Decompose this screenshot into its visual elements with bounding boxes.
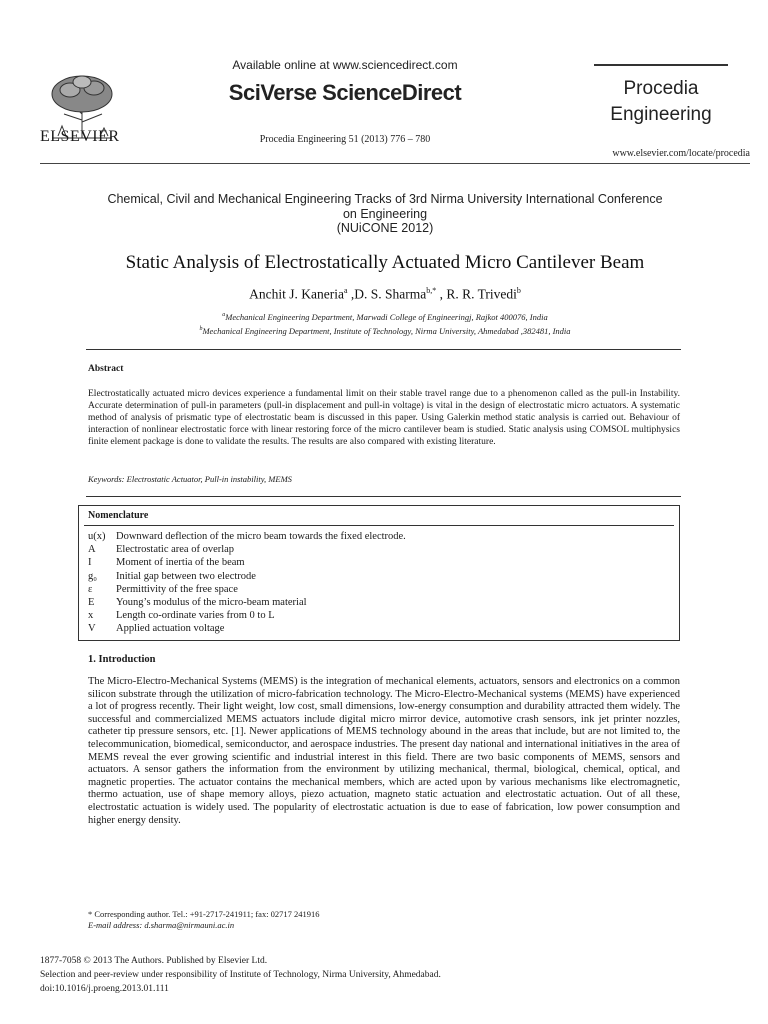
nomenclature-symbol: g₀ <box>88 570 97 582</box>
author-affil-mark: a <box>343 286 348 295</box>
nomenclature-definition: Electrostatic area of overlap <box>116 544 235 556</box>
conference-info <box>40 192 730 236</box>
author-affil-mark: b <box>516 286 521 295</box>
nomenclature-divider <box>84 525 674 526</box>
nomenclature-row <box>88 570 406 583</box>
nomenclature-definition: Initial gap between two electrode <box>116 570 256 582</box>
author-name: Anchit J. Kaneria <box>249 286 344 302</box>
abstract-heading: Abstract <box>88 364 124 374</box>
author-affil-mark: b,* <box>426 286 437 295</box>
nomenclature-symbol: u(x) <box>88 531 106 542</box>
conference-line1: Chemical, Civil and Mechanical Engineering Tracks of 3rd Nirma University International Conference <box>107 192 663 206</box>
nomenclature-symbol: I <box>88 557 92 569</box>
affiliations <box>40 309 730 337</box>
nomenclature-list <box>88 530 406 636</box>
section-heading-introduction: 1. Introduction <box>88 654 156 665</box>
author-name: , R. R. Trivedi <box>439 286 517 302</box>
page-footer <box>40 954 441 996</box>
nomenclature-definition: Length co-ordinate varies from 0 to L <box>116 610 275 622</box>
nomenclature-definition: Young’s modulus of the micro-beam material <box>116 597 307 609</box>
journal-url-link[interactable]: www.elsevier.com/locate/procedia <box>612 148 750 159</box>
nomenclature-row <box>88 530 406 543</box>
nomenclature-symbol: E <box>88 597 95 609</box>
nomenclature-symbol: ε <box>88 583 93 595</box>
introduction-text: The Micro-Electro-Mechanical Systems (MEMS) is the integration of mechanical elements, actuators, sensors and electronics on a common silicon substrate through the utilization of micro-fabrication technology. The Micro-Electro-Mechanical systems (MEMS) have experienced a lot of progress recently. Their light weight, low cost, small dimensions, low-energy consumption and durability attracted them widely. The successful and commercialized MEMS actuators include digital micro mirror device, automotive crash sensors, ink jet printer nozzles, catheter tip pressure sensors, etc. [1]. Newer applications of MEMS technology abound in the areas that include, but are not limited to, the telecommunication, biomedical, semiconductor, and aerospace industries. The present day national and international initiatives in the area of MEMS reveal the ever growing scientific and industrial interest in this field. There are two basic components of MEMS, sensors and actuators. A sensor gathers the information from the environment by utilizing mechanical, thermal, biological, chemical, optical, and magnetic properties. The actuator contains the mechanical members, which are acted upon by various mechanisms like electromagnetic, thermo actuation, use of shape memory alloys, piezo actuation, magneto static actuation and electrostatic actuation. Out of all these, electrostatic actuation is widely used. The popularity of electrostatic actuation is due to ease of fabrication, low power consumption and higher energy density. <box>88 676 680 826</box>
nomenclature-row <box>88 543 406 556</box>
nomenclature-row <box>88 556 406 569</box>
affiliation-mark: a <box>222 312 226 318</box>
conference-line3: (NUiCONE 2012) <box>336 221 434 235</box>
platform-name: SciVerse ScienceDirect <box>228 80 462 105</box>
keywords: Keywords: Electrostatic Actuator, Pull-in instability, MEMS <box>88 474 292 484</box>
nomenclature-symbol: x <box>88 610 94 622</box>
abstract-text: Electrostatically actuated micro devices experience a fundamental limit on their stable travel range due to a phenomenon called as the pull-in Instability. Accurate determination of pull-in parameters (pull-in displacement and pull-in voltage) is vital in the design of electrostatic micro actuators. A systematic method of analysis of prismatic type of electrostatic beam is discussed in this paper. Using Galerkin method static analysis is carried out. Behaviour of interaction of nonlinear electrostatic force with linear restoring force of the micro cantilever beam is studied. Static analysis using COMSOL multiphysics finite element package is done to validate the results. The results are also compared with existing literature. <box>88 389 680 447</box>
journal-brand <box>594 64 728 128</box>
nomenclature-row <box>88 596 406 609</box>
paper-title: Static Analysis of Electrostatically Actuated Micro Cantilever Beam <box>125 252 645 273</box>
nomenclature-symbol: A <box>88 544 96 556</box>
journal-citation: Procedia Engineering 51 (2013) 776 – 780 <box>259 134 431 145</box>
nomenclature-row <box>88 583 406 596</box>
publisher-name: ELSEVIER <box>40 128 120 145</box>
affiliation-text: Mechanical Engineering Department, Institute of Technology, Nirma University, Ahmedabad ,382481, India <box>202 325 571 336</box>
nomenclature-row <box>88 609 406 622</box>
affiliation-line <box>40 323 730 337</box>
nomenclature-definition: Applied actuation voltage <box>116 623 225 635</box>
abstract-bottom-divider <box>86 496 681 497</box>
affiliation-mark: b <box>199 325 203 332</box>
available-online-link[interactable]: Available online at www.sciencedirect.com <box>232 58 458 72</box>
nomenclature-definition: Moment of inertia of the beam <box>116 557 245 569</box>
affiliation-text: Mechanical Engineering Department, Marwadi College of Engineeringj, Rajkot 400076, India <box>225 311 548 322</box>
author-name: ,D. S. Sharma <box>350 286 427 302</box>
nomenclature-row <box>88 622 406 635</box>
corresponding-author-contact: * Corresponding author. Tel.: +91-2717-241911; fax: 02717 241916 <box>88 909 320 919</box>
nomenclature-definition: Permittivity of the free space <box>116 583 238 595</box>
nomenclature-symbol: V <box>88 623 96 635</box>
nomenclature-definition: Downward deflection of the micro beam towards the fixed electrode. <box>116 531 406 542</box>
footer-peer-review: Selection and peer-review under responsibility of Institute of Technology, Nirma University, Ahmedabad. <box>40 970 441 980</box>
corresponding-author-email: E-mail address: d.sharma@nirmauni.ac.in <box>88 920 235 930</box>
journal-brand-line1: Procedia <box>623 78 699 99</box>
author-list <box>40 286 730 303</box>
header-divider <box>40 163 750 164</box>
journal-brand-line2: Engineering <box>610 104 712 125</box>
footer-doi[interactable]: doi:10.1016/j.proeng.2013.01.111 <box>40 984 169 994</box>
corresponding-author-footnote <box>88 909 320 931</box>
affiliation-line <box>40 309 730 323</box>
footer-copyright: 1877-7058 © 2013 The Authors. Published by Elsevier Ltd. <box>40 956 268 966</box>
conference-line2: on Engineering <box>342 206 428 221</box>
nomenclature-heading: Nomenclature <box>88 510 149 521</box>
abstract-top-divider <box>86 349 681 350</box>
